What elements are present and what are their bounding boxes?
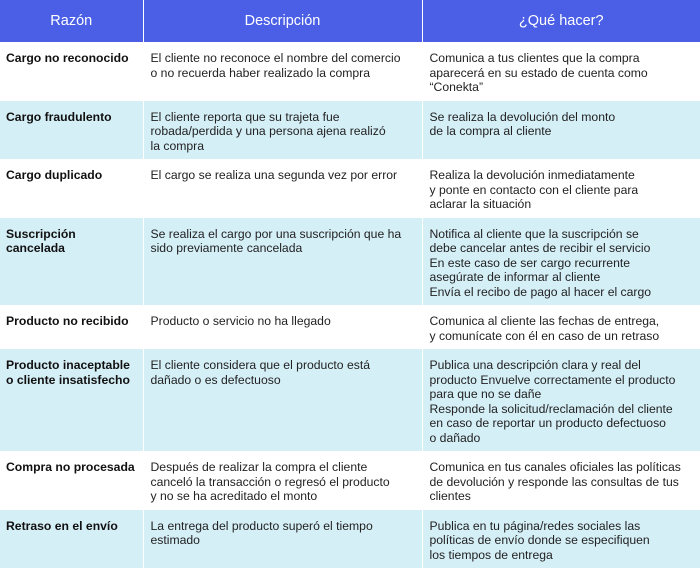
description-cell: Producto o servicio no ha llegado (143, 305, 422, 349)
reason-cell: Producto inaceptable o cliente insatisfecho (0, 349, 143, 451)
table-row (0, 451, 700, 510)
action-cell: Publica una descripción clara y real del producto Envuelve correctamente el producto para que no se dañe Responde la solicitud/reclamación del cliente en caso de reportar un producto defectuoso o dañado (422, 349, 700, 451)
table-body (0, 42, 700, 568)
description-cell: Después de realizar la compra el cliente canceló la transacción o regresó el producto y no se ha acreditado el monto (143, 451, 422, 510)
table-row (0, 305, 700, 349)
action-cell: Se realiza la devolución del monto de la compra al cliente (422, 101, 700, 160)
table-row (0, 349, 700, 451)
table-row (0, 218, 700, 306)
table-row (0, 42, 700, 101)
description-cell: El cliente considera que el producto está dañado o es defectuoso (143, 349, 422, 451)
description-cell: El cliente reporta que su trajeta fue robada/perdida y una persona ajena realizó la compra (143, 101, 422, 160)
action-cell: Comunica a tus clientes que la compra aparecerá en su estado de cuenta como “Conekta” (422, 42, 700, 101)
action-cell: Comunica al cliente las fechas de entrega, y comunícate con él en caso de un retraso (422, 305, 700, 349)
reason-cell: Cargo duplicado (0, 159, 143, 218)
table-row (0, 101, 700, 160)
description-cell: El cargo se realiza una segunda vez por error (143, 159, 422, 218)
reason-cell: Cargo no reconocido (0, 42, 143, 101)
action-cell: Realiza la devolución inmediatamente y ponte en contacto con el cliente para aclarar la situación (422, 159, 700, 218)
table-header (0, 0, 700, 42)
reason-cell: Suscripción cancelada (0, 218, 143, 306)
table-row (0, 159, 700, 218)
description-cell: Se realiza el cargo por una suscripción que ha sido previamente cancelada (143, 218, 422, 306)
header-action: ¿Qué hacer? (422, 0, 700, 42)
description-cell: El cliente no reconoce el nombre del comercio o no recuerda haber realizado la compra (143, 42, 422, 101)
header-reason: Razón (0, 0, 143, 42)
header-row (0, 0, 700, 42)
table-row (0, 510, 700, 568)
reason-cell: Compra no procesada (0, 451, 143, 510)
reason-cell: Producto no recibido (0, 305, 143, 349)
reason-cell: Retraso en el envío (0, 510, 143, 568)
header-description: Descripción (143, 0, 422, 42)
action-cell: Publica en tu página/redes sociales las políticas de envío donde se especifiquen los tiempos de entrega (422, 510, 700, 568)
action-cell: Notifica al cliente que la suscripción se debe cancelar antes de recibir el servicio En este caso de ser cargo recurrente asegúrate de informar al cliente Envía el recibo de pago al hacer el cargo (422, 218, 700, 306)
description-cell: La entrega del producto superó el tiempo estimado (143, 510, 422, 568)
action-cell: Comunica en tus canales oficiales las políticas de devolución y responde las consultas de tus clientes (422, 451, 700, 510)
reason-cell: Cargo fraudulento (0, 101, 143, 160)
